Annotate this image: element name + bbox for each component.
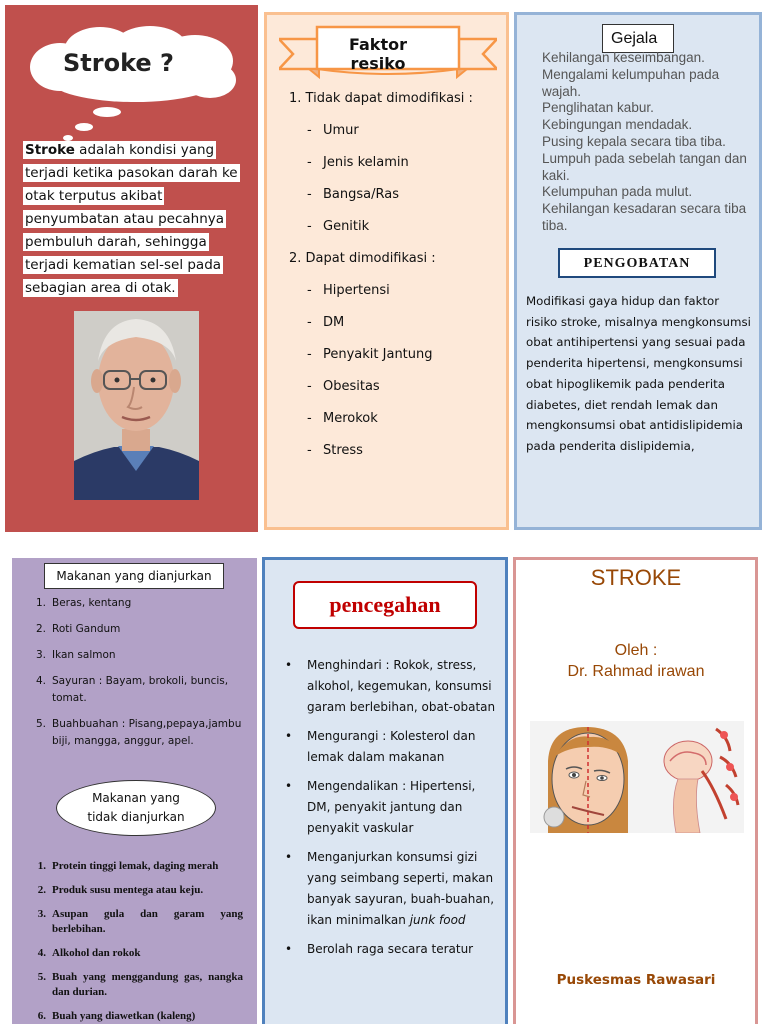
prevention-list: [285, 655, 497, 968]
list-item: 4. Sayuran : Bayam, brokoli, buncis, tomat.: [35, 675, 229, 704]
elderly-man-photo: [74, 311, 199, 500]
list-item: • Menghindari : Rokok, stress, alkohol, kegemukan, konsumsi garam berlebihan, obat-obatan: [285, 658, 496, 714]
list-item: - DM: [307, 315, 345, 330]
definition-text: [23, 139, 245, 300]
list-item: Kelumpuhan pada mulut.: [542, 184, 693, 200]
list-item: 2. Produk susu mentega atau keju.: [37, 884, 204, 896]
cover-title: STROKE: [590, 565, 682, 590]
risk-factor-title: Faktor resiko: [349, 35, 407, 73]
author-name: Dr. Rahmad irawan: [567, 663, 705, 680]
list-item: - Hipertensi: [307, 283, 390, 298]
symptom-list: [542, 50, 752, 235]
list-item: - Penyakit Jantung: [307, 347, 433, 362]
prevention-title: pencegahan: [293, 581, 477, 629]
list-item: • Mengurangi : Kolesterol dan lemak dalam makanan: [285, 729, 476, 764]
list-item: Lumpuh pada sebelah tangan dan kaki.: [542, 150, 747, 183]
risk-factor-list: [289, 89, 504, 473]
symptoms-label: Gejala: [602, 24, 674, 53]
list-item: - Stress: [307, 443, 363, 458]
list-item: 1. Protein tinggi lemak, daging merah: [37, 860, 219, 872]
thought-bubble: [93, 107, 121, 117]
list-item: 3. Asupan gula dan garam yang berlebihan.: [37, 908, 243, 935]
recommended-food-heading: Makanan yang dianjurkan: [44, 563, 224, 589]
clinic-name: Puskesmas Rawasari: [556, 972, 716, 988]
diet-panel: [12, 558, 257, 1024]
list-item: 4. Alkohol dan rokok: [37, 947, 141, 959]
stroke-illustration: [530, 721, 744, 833]
thought-bubble: [75, 123, 93, 131]
list-item: • Berolah raga secara teratur: [285, 942, 474, 956]
cover-panel: [513, 557, 758, 1024]
list-item: 1. Beras, kentang: [35, 597, 132, 609]
definition-term: Stroke: [25, 142, 75, 158]
list-item: Kehilangan kesadaran secara tiba tiba.: [542, 201, 747, 233]
list-item: - Jenis kelamin: [307, 155, 409, 170]
list-item: - Genitik: [307, 219, 370, 234]
risk-factor-panel: [264, 12, 509, 530]
author-prefix: Oleh :: [614, 642, 658, 659]
list-item: - Umur: [307, 123, 359, 138]
list-item: • Mengendalikan : Hipertensi, DM, penyakit jantung dan penyakit vaskular: [285, 779, 476, 835]
not-recommended-food-list: [22, 859, 243, 1033]
treatment-text: Modifikasi gaya hidup dan faktor risiko stroke, misalnya mengkonsumsi obat antihipertensi yang sesuai pada penderita hipertensi, mengkonsumsi obat hipoglikemik pada penderita diabetes, diet rendah lemak dan mengkonsumsi obat antidislipidemia pada penderita dislipidemia,: [526, 294, 751, 453]
list-item: - Obesitas: [307, 379, 380, 394]
list-item: • Menganjurkan konsumsi gizi yang seimbang seperti, makan banyak sayuran, buah-buahan, ikan minimalkan junk food: [285, 850, 495, 927]
list-item: 3. Ikan salmon: [35, 649, 116, 661]
list-item: - Bangsa/Ras: [307, 187, 399, 202]
list-item: Penglihatan kabur.: [542, 100, 654, 116]
treatment-heading: PENGOBATAN: [558, 248, 716, 278]
author-block: [516, 640, 756, 682]
definition-panel: [5, 5, 258, 532]
cloud-title: Stroke ?: [63, 49, 174, 77]
list-item: 6. Buah yang diawetkan (kaleng): [37, 1010, 196, 1022]
list-item: Pusing kepala secara tiba tiba.: [542, 133, 726, 149]
definition-body: adalah kondisi yang terjadi ketika pasokan darah ke otak terputus akibat penyumbatan atau pecahnya pembuluh darah, sehingga terjadi kematian sel-sel pada sebagian area di otak.: [25, 142, 238, 296]
modifiable-heading: 2. Dapat dimodifikasi :: [289, 251, 436, 266]
list-item: 5. Buah yang menggandung gas, nangka dan durian.: [37, 971, 243, 998]
prevention-panel: [262, 557, 508, 1024]
list-item: Kehilangan keseimbangan.: [542, 50, 705, 65]
list-item: - Merokok: [307, 411, 378, 426]
list-item: 5. Buahbuahan : Pisang,pepaya,jambu biji, mangga, anggur, apel.: [35, 718, 242, 747]
not-recommended-heading: Makanan yang tidak dianjurkan: [56, 780, 216, 836]
symptoms-treatment-panel: [514, 12, 762, 530]
non-modifiable-heading: 1. Tidak dapat dimodifikasi :: [289, 91, 473, 106]
recommended-food-list: [22, 595, 252, 759]
list-item: Mengalami kelumpuhan pada wajah.: [542, 66, 720, 99]
list-item: 2. Roti Gandum: [35, 623, 121, 635]
list-item: Kebingungan mendadak.: [542, 117, 693, 133]
